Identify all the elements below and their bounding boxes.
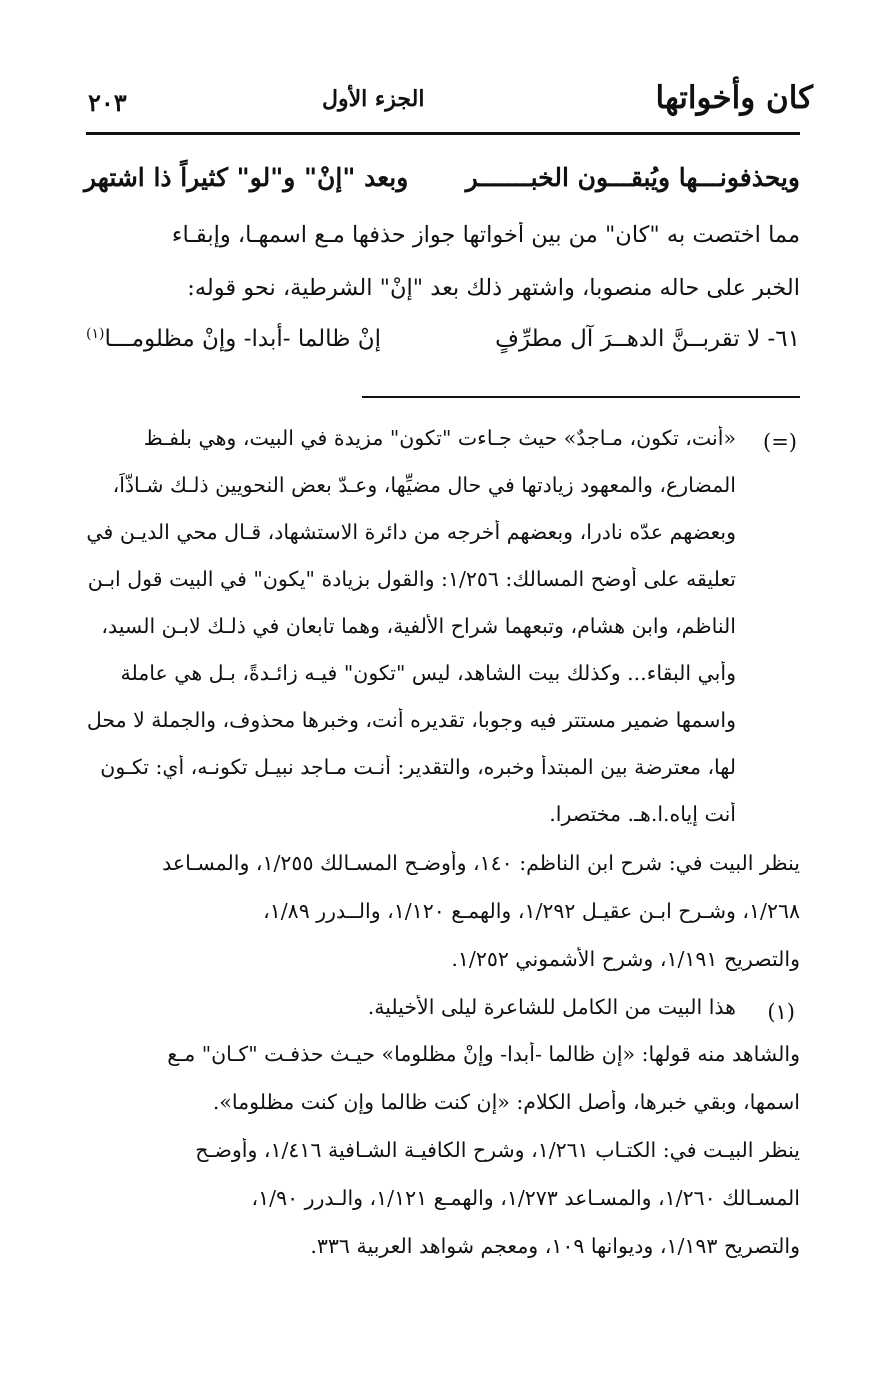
intro-line-1: مما اختصت به "كان" من بين أخواتها جواز حذفها مـع اسمهـا، وإبقـاء [171,222,800,248]
page-number: ٢٠٣ [88,88,127,117]
note-line: اسمها، وبقي خبرها، وأصل الكلام: «إن كنت ظالما وإن كنت مظلوما». [212,1090,800,1114]
note-line: أنت إياه.ا.هـ. مختصرا. [549,802,736,826]
note-line: الناظم، وابن هشام، وتبعهما شراح الألفية، وهما تابعان في ذلـك لابـن السيد، [101,614,736,638]
note-line: وأبي البقاء... وكذلك بيت الشاهد، ليس "تكون" فيـه زائـدةً، بـل هي عاملة [120,661,736,685]
note-line: المضارع، والمعهود زيادتها في حال مضيِّها، وعـدّ بعض النحويين ذلـك شـاذّاً، [112,473,736,497]
section-heading [84,163,800,205]
footnote-rule [362,396,800,398]
footnote-marker: (١) [86,326,105,342]
heading-first-hemistich: ويحذفونـــها ويُبقـــون الخبـــــــر [465,163,800,192]
note-line: ١/٢٦٨، وشـرح ابـن عقيـل ١/٢٩٢، والهمـع ١/١٢٠، والــدرر ١/٨٩، [263,899,800,923]
note-line: هذا البيت من الكامل للشاعرة ليلى الأخيلية. [367,995,736,1019]
verse-second-text: إنْ ظالما -أبدا- وإنْ مظلومـــا [104,326,382,352]
note-line: تعليقه على أوضح المسالك: ١/٢٥٦: والقول بزيادة "يكون" في البيت قول ابـن [87,567,736,591]
note-label-1: (١) [767,1000,795,1024]
heading-second-hemistich: وبعد "إنْ" و"لو" كثيراً ذا اشتهر [84,163,409,192]
note-line: المسـالك ١/٢٦٠، والمسـاعد ١/٢٧٣، والهمـع ١/١٢١، والـدرر ١/٩٠، [251,1186,800,1210]
note-line: ينظر البيت في: شرح ابن الناظم: ١٤٠، وأوضـح المسـالك ١/٢٥٥، والمسـاعد [162,851,800,875]
note-line: «أنت، تكون، مـاجدٌ» حيث جـاءت "تكون" مزيدة في البيت، وهي بلفـظ [143,426,736,450]
header-rule [86,132,800,135]
intro-line-2: الخبر على حاله منصوبا، واشتهر ذلك بعد "إنْ" الشرطية، نحو قوله: [187,275,800,301]
chapter-title: كان وأخواتها [655,80,813,116]
note-line: لها، معترضة بين المبتدأ وخبره، والتقدير: أنـت مـاجد نبيـل تكونـه، أي: تكـون [100,755,736,779]
volume-label: الجزء الأول [322,86,425,112]
note-label-continuation: (=) [763,430,797,454]
note-line: والشاهد منه قولها: «إن ظالما -أبدا- وإنْ مظلوما» حيـث حذفـت "كـان" مـع [167,1042,800,1066]
note-line: والتصريح ١/١٩٣، وديوانها ١٠٩، ومعجم شواهد العربية ٣٣٦. [310,1234,800,1258]
note-line: واسمها ضمير مستتر فيه وجوبا، تقديره أنت، وخبرها محذوف، والجملة لا محل [86,708,736,732]
note-line: والتصريح ١/١٩١، وشرح الأشموني ١/٢٥٢. [451,947,800,971]
verse-second-hemistich [86,326,381,352]
verse-61 [86,326,800,368]
note-line: وبعضهم عدّه نادرا، وبعضهم أخرجه من دائرة الاستشهاد، قـال محي الديـن في [86,520,736,544]
note-line: ينظر البيـت في: الكتـاب ١/٢٦١، وشرح الكافيـة الشـافية ١/٤١٦، وأوضـح [195,1138,800,1162]
verse-first-hemistich: ٦١- لا تقربــنَّ الدهــرَ آل مطرِّفٍ [495,326,800,352]
